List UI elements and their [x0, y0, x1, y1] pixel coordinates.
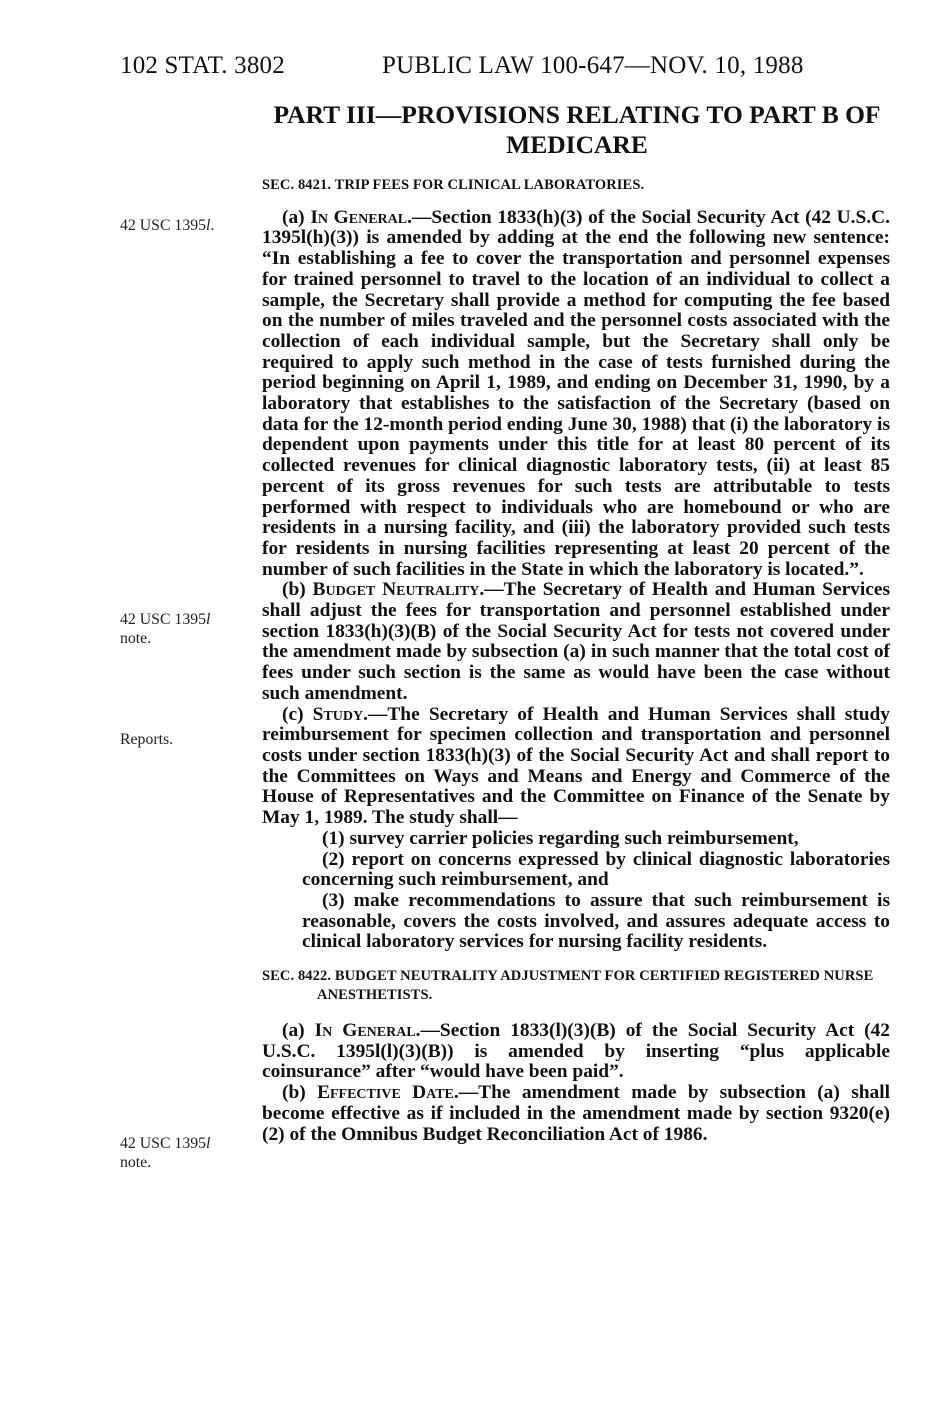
- list-item: (3) make recommendations to assure that such reimbursement is reasonable, covers the costs involved, and assures adequate access to clinical laboratory services for nursing facility residents.: [302, 889, 890, 953]
- subsection-paragraph: (b) Budget Neutrality.—The Secretary of Health and Human Services shall adjust the fees for transportation and personnel established under section 1833(h)(3)(B) of the Social Security Act for tests not covered under the amendment made by subsection (a) in such manner that the total cost of fees under such section is the same as would have been the case without such amendment.: [262, 579, 891, 704]
- margin-note: 42 USC 1395l note.: [120, 611, 211, 647]
- list-item: (1) survey carrier policies regarding such reimbursement,: [322, 827, 799, 849]
- list-item: (2) report on concerns expressed by clinical diagnostic laboratories concerning such reimbursement, and: [302, 848, 890, 891]
- margin-note: 42 USC 1395l note.: [120, 1135, 211, 1171]
- margin-note: 42 USC 1395l.: [120, 217, 215, 234]
- statute-page-number: 102 STAT. 3802: [120, 52, 285, 79]
- subsection-paragraph: (a) In General.—Section 1833(l)(3)(B) of the Social Security Act (42 U.S.C. 1395l(l)(3)(B)) is amended by inserting “plus applicable coinsurance” after “would have been paid”.: [262, 1020, 890, 1083]
- subsection-paragraph: (a) In General.—Section 1833(h)(3) of the Social Security Act (42 U.S.C. 1395l(h)(3)) is amended by adding at the end the following new sentence: “In establishing a fee to cover the transportation and personnel expenses for trained personnel to travel to the location of an individual to collect a sample, the Secretary shall provide a method for computing the fee based on the number of miles traveled and the personnel costs associated with the collection of each individual sample, but the Secretary shall only be required to apply such method in the case of tests furnished during the period beginning on April 1, 1989, and ending on December 31, 1990, by a laboratory that establishes to the satisfaction of the Secretary (based on data for the 12-month period ending June 30, 1988) that (i) the laboratory is dependent upon payments under this title for at least 80 percent of its collected revenues for clinical diagnostic laboratory tests, (ii) at least 85 percent of its gross revenues for such tests are attributable to tests performed with respect to individuals who are homebound or who are residents in a nursing facility, and (iii) the laboratory provided such tests for residents in nursing facilities representing at least 20 percent of the number of such facilities in the State in which the laboratory is located.”.: [262, 206, 891, 580]
- margin-note: Reports.: [120, 731, 174, 748]
- public-law-citation: PUBLIC LAW 100-647—NOV. 10, 1988: [382, 52, 804, 79]
- section-heading: SEC. 8421. TRIP FEES FOR CLINICAL LABORATORIES.: [262, 177, 645, 193]
- section-heading: SEC. 8422. BUDGET NEUTRALITY ADJUSTMENT FOR CERTIFIED REGISTERED NURSE ANESTHETISTS.: [262, 968, 874, 1004]
- document-body: [262, 175, 890, 1145]
- subsection-paragraph: (c) Study.—The Secretary of Health and Human Services shall study reimbursement for specimen collection and transportation and personnel costs under section 1833(h)(3) of the Social Security Act and shall report to the Committees on Ways and Means and Energy and Commerce of the House of Representatives and the Committee on Finance of the Senate by May 1, 1989. The study shall—: [262, 703, 890, 829]
- page-header: [120, 52, 880, 86]
- part-title: PART III—PROVISIONS RELATING TO PART B OF MEDICARE: [273, 100, 881, 159]
- subsection-paragraph: (b) Effective Date.—The amendment made by subsection (a) shall become effective as if included in the amendment made by section 9320(e)(2) of the Omnibus Budget Reconciliation Act of 1986.: [262, 1082, 890, 1145]
